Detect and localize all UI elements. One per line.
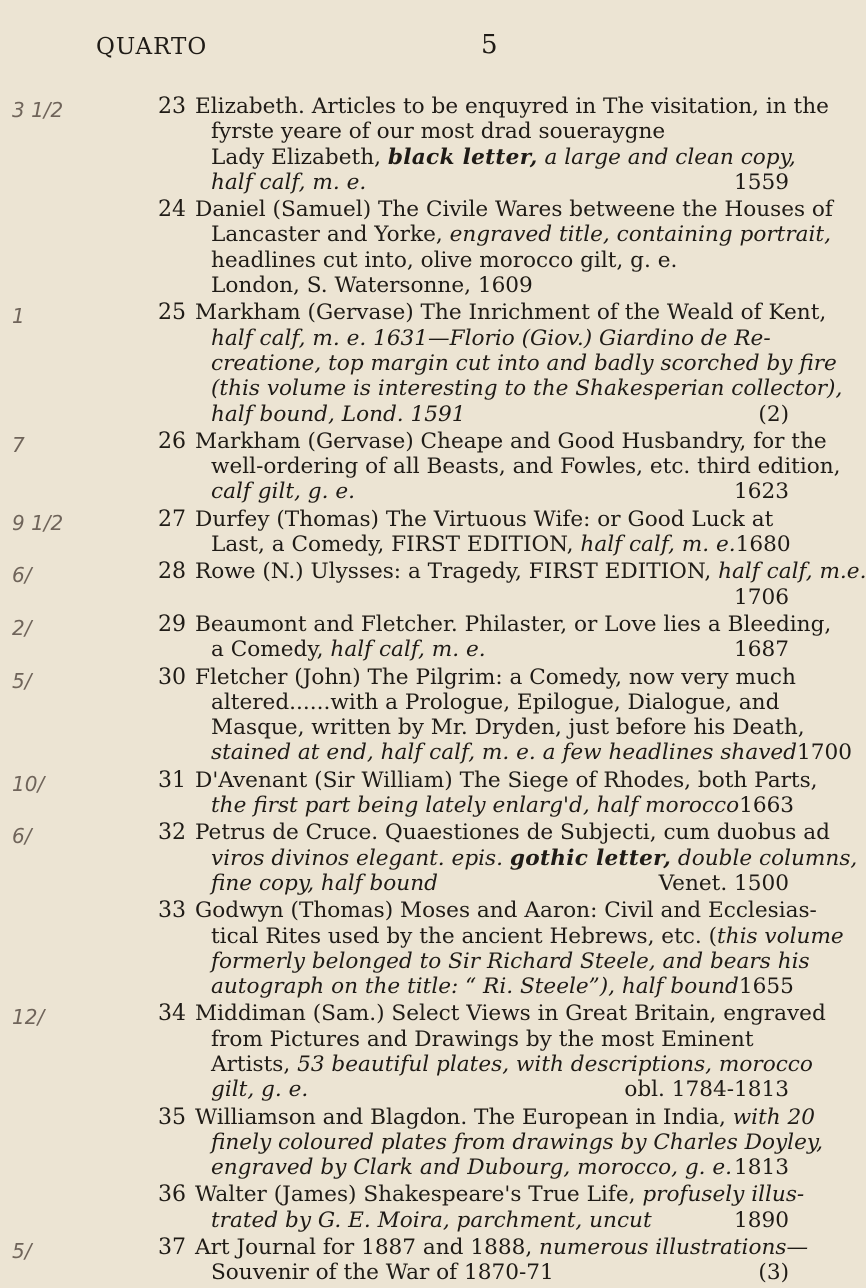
italic-text: half calf, m. e. [580,532,736,558]
roman-text: formerly belonged to Sir Richard Steele, and bears his [211,948,810,974]
roman-text: Souvenir of the War of 1870-71 [211,1260,554,1286]
line-text [211,949,810,974]
roman-text: gilt, g. e. [211,1077,309,1103]
lot-number: 30 [158,664,186,690]
lot-date: 1623 [734,479,789,505]
italic-text: half calf, m.e. [718,559,866,585]
roman-text: Durfey (Thomas) The Virtuous Wife: or Good Luck at [195,506,774,532]
lot-entry [0,1182,805,1233]
roman-text: Elizabeth. Articles to be enquyred in The visitation, in the [195,94,829,119]
lot-description-line [211,273,789,298]
lot-entry [0,507,800,558]
roman-text: Markham (Gervase) Cheape and Good Husbandry, for the [195,428,827,454]
italic-text: profusely illus- [642,1182,805,1208]
roman-text: Daniel (Samuel) The Civile Wares betweene the Houses of [195,197,833,223]
lot-description-line [195,664,796,690]
handwritten-price-mark: 12/ [12,1005,45,1030]
line-text [211,454,841,479]
lot-description-line [211,740,852,766]
lot-entry [0,1235,809,1286]
lot-date: 1559 [734,169,789,195]
lot-entry [0,1001,826,1103]
lot-description-line [211,532,789,557]
lot-number: 34 [158,1001,186,1027]
roman-text: Petrus de Cruce. Quaestiones de Subjecti, cum duobus ad [195,820,830,846]
lot-number: 35 [158,1104,186,1130]
lot-number: 23 [158,94,186,119]
lot-description-line [195,559,866,585]
page-section-title: QUARTO [96,34,208,60]
lot-date: 1813 [734,1155,789,1181]
line-text [211,119,665,144]
line-text [195,665,796,690]
lot-description-line [211,170,789,195]
roman-text: Godwyn (Thomas) Moses and Aaron: Civil and Ecclesias- [195,898,817,924]
roman-text: Markham (Gervase) The Inrichment of the Weald of Kent, [195,300,827,326]
line-text [195,429,827,454]
roman-text: Art Journal for 1887 and 1888, [195,1235,540,1261]
lot-description-line [211,715,805,741]
italic-text: with 20 [732,1104,816,1130]
lot-date: (3) [758,1260,789,1286]
lot-description-line [211,923,844,949]
line-text [211,846,857,871]
lot-description-line [211,690,789,715]
lot-date: obl. 1784-1813 [624,1077,789,1103]
roman-text: Middiman (Sam.) Select Views in Great Britain, engraved [195,1001,826,1027]
lot-description-line [211,222,831,248]
line-text [195,300,826,325]
roman-text: viros divinos elegant. epis. [211,845,510,871]
lot-description-line [211,144,796,170]
line-text [211,326,771,351]
lot-description-line [211,1208,789,1233]
lot-number: 36 [158,1182,186,1208]
handwritten-price-mark: 2/ [12,615,32,640]
roman-text: fyrste yeare of our most drad soueraygne [211,119,666,145]
lot-entry [0,611,832,663]
line-text [211,1077,308,1102]
handwritten-price-mark: 6/ [12,563,32,588]
roman-text: London, S. Watersonne, 1609 [211,273,533,299]
lot-description-line [195,1104,816,1130]
lot-number: 32 [158,820,186,846]
roman-text: finely coloured plates from drawings by Charles Doyley, [211,1129,824,1155]
roman-text: half bound, Lond. 1591 [211,401,466,427]
italic-text: numerous illustrations— [539,1235,809,1261]
italic-text: a large and clean copy, [537,144,796,170]
lot-number: 37 [158,1235,186,1261]
roman-text: Lady Elizabeth, [211,144,388,170]
line-text [195,768,818,793]
lot-description-line [211,1129,824,1155]
roman-text: altered......with a Prologue, Epilogue, Dialogue, and [211,689,780,715]
handwritten-price-mark: 3 1/2 [12,98,64,122]
italic-text: half calf, m. e. [330,637,486,663]
italic-text: double columns, [671,845,858,871]
line-text [211,402,466,427]
line-text [211,793,739,818]
line-text [195,1182,804,1207]
lot-entry [0,898,844,1000]
lot-number: 26 [158,428,186,454]
italic-text: top margin cut into and badly scorched by fire [328,350,837,376]
lot-description-line [211,119,789,144]
lot-number: 28 [158,559,186,585]
lot-description-line [211,1077,789,1102]
roman-text: calf gilt, g. e. [211,479,355,505]
lot-description-line [211,1155,789,1180]
lot-description-line [211,454,841,480]
line-text [211,740,797,765]
roman-text: (this volume is interesting to the Shakesperian collector), [211,376,843,402]
lot-date: Venet. 1500 [658,870,789,896]
handwritten-price-mark: 10/ [12,771,45,796]
lot-description-line [211,1051,813,1077]
lot-entry [0,559,866,610]
lot-date: 1890 [734,1207,789,1233]
italic-text: half morocco [596,793,740,819]
line-text [211,1027,754,1052]
black-letter-text: gothic letter, [509,845,672,871]
lot-description-line [195,197,833,223]
line-text [211,1260,554,1285]
line-text [211,479,355,504]
line-text [211,637,486,662]
lot-entry [0,664,852,766]
line-text [211,1155,732,1180]
lot-date: 1687 [734,637,789,663]
lot-description-line [211,376,843,402]
roman-text: creatione, [211,350,329,376]
italic-text: 1631—Florio (Giov.) Giardino de Re- [366,325,771,351]
roman-text: Lancaster and Yorke, [211,222,450,248]
lot-description-line [211,248,789,273]
lot-entry [0,428,841,505]
line-text [211,924,844,949]
italic-text: engraved title, containing portrait, [449,222,831,248]
line-text [195,898,817,923]
roman-text: autograph on the title: “ Ri. Steele”), half bound [211,974,739,1000]
handwritten-price-mark: 7 [12,432,25,457]
lot-description-line [211,1027,789,1052]
handwritten-price-mark: 1 [12,304,25,329]
roman-text: headlines cut into, olive morocco gilt, g. e. [211,247,678,273]
roman-text: half calf, m. e. [211,169,367,195]
lot-description-line [211,402,789,427]
roman-text: fine copy, half bound [211,870,438,896]
lot-number: 33 [158,898,186,924]
lot-date: 1680 [735,532,791,558]
lot-description-line [195,767,818,793]
line-text [211,532,736,557]
lot-description-line [211,1260,789,1285]
lot-date: 1706 [734,584,789,610]
lot-date: 1663 [739,793,795,819]
lot-description-line [211,585,789,610]
roman-text: half calf, m. e. [211,325,367,351]
line-text [195,1235,808,1260]
roman-text: the first part being lately enlarg'd, [211,793,597,819]
handwritten-price-mark: 6/ [12,824,32,849]
roman-text: from Pictures and Drawings by the most Eminent [211,1026,754,1052]
roman-text: D'Avenant (Sir William) The Siege of Rhodes, both Parts, [195,767,818,793]
lot-description-line [211,326,789,351]
line-text [211,222,831,247]
line-text [211,170,366,195]
roman-text: Masque, written by Mr. Dryden, just before his Death, [211,715,805,741]
lot-description-line [195,507,789,532]
lot-description-line [211,871,789,896]
lot-description-line [195,300,827,326]
page-number: 5 [481,30,499,60]
roman-text: well-ordering of all Beasts, and Fowles, etc. third edition, [211,454,841,480]
lot-description-line [211,793,795,819]
lot-description-line [195,898,817,924]
lot-entry [0,197,833,299]
roman-text: stained at end, half calf, m. e. a few headlines shaved [211,740,797,766]
handwritten-price-mark: 5/ [12,668,32,693]
line-text [195,197,833,222]
lot-list [0,94,866,1288]
black-letter-text: black letter, [387,144,538,170]
lot-entry [0,300,843,427]
italic-text: 53 beautiful plates, with descriptions, morocco [297,1051,813,1077]
lot-description-line [195,94,829,119]
lot-number: 24 [158,197,186,223]
lot-date: 1655 [738,974,794,1000]
lot-number: 29 [158,611,186,637]
lot-entry [0,94,829,195]
roman-text: a Comedy, [211,637,331,663]
lot-number: 27 [158,506,186,532]
line-text [211,1130,823,1155]
line-text [211,145,796,170]
roman-text: Walter (James) Shakespeare's True Life, [195,1182,643,1208]
line-text [195,612,831,637]
line-text [211,376,842,401]
lot-date: 1700 [797,740,852,766]
line-text [211,1052,813,1077]
line-text [211,351,837,376]
lot-description-line [211,479,789,504]
line-text [195,1001,826,1026]
line-text [195,94,829,119]
line-text [211,273,533,298]
roman-text: engraved by Clark and Dubourg, morocco, g. e. [211,1155,733,1181]
lot-entry [0,767,818,819]
lot-description-line [195,820,830,846]
lot-number: 31 [158,767,186,793]
line-text [211,690,779,715]
italic-text: this volume [717,923,844,949]
roman-text: Fletcher (John) The Pilgrim: a Comedy, now very much [195,664,796,690]
lot-description-line [195,1182,805,1208]
lot-description-line [211,948,810,974]
line-text [211,248,677,273]
lot-date: (2) [758,401,789,427]
roman-text: Artists, [211,1051,298,1077]
lot-description-line [211,845,858,871]
lot-description-line [195,611,832,637]
roman-text: trated by G. E. Moira, parchment, uncut [211,1207,652,1233]
line-text [211,1208,652,1233]
line-text [195,559,866,584]
roman-text: Beaumont and Fletcher. Philaster, or Love lies a Bleeding, [195,611,832,637]
line-text [211,871,438,896]
lot-description-line [195,1001,826,1027]
roman-text: Williamson and Blagdon. The European in India, [195,1104,733,1130]
line-text [211,974,739,999]
lot-entry [0,1104,824,1181]
line-text [195,507,773,532]
lot-description-line [211,974,794,1000]
handwritten-price-mark: 9 1/2 [12,510,64,535]
roman-text: Rowe (N.) Ulysses: a Tragedy, FIRST EDITION, [195,559,719,585]
lot-number: 25 [158,300,186,326]
lot-description-line [211,637,789,662]
roman-text: Last, a Comedy, FIRST EDITION, [211,532,581,558]
line-text [195,820,830,845]
lot-entry [0,820,858,896]
line-text [211,715,805,740]
roman-text: tical Rites used by the ancient Hebrews, etc. ( [211,923,717,949]
lot-description-line [195,428,827,454]
lot-description-line [195,1235,809,1261]
handwritten-price-mark: 5/ [12,1239,32,1264]
line-text [195,1105,815,1130]
lot-description-line [211,350,837,376]
